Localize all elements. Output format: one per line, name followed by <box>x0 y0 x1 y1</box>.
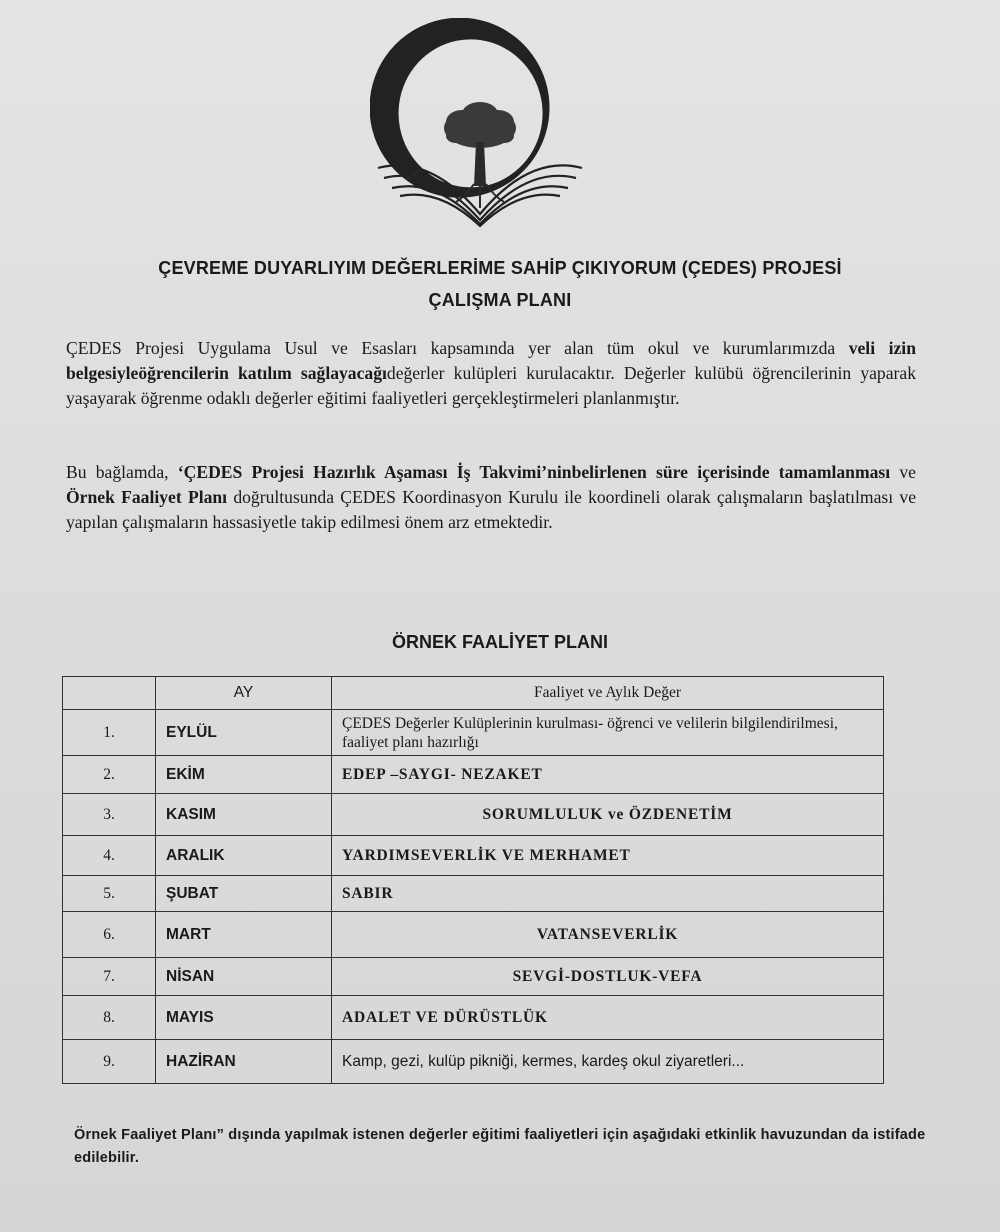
row-month: MART <box>156 912 332 958</box>
table-header-row <box>63 677 884 710</box>
row-no: 2. <box>63 756 156 794</box>
context-text-1: Bu bağlamda, <box>66 462 178 482</box>
row-no: 9. <box>63 1040 156 1084</box>
activity-plan-table <box>62 676 884 1084</box>
row-no: 4. <box>63 836 156 876</box>
footer-note: Örnek Faaliyet Planı” dışında yapılmak istenen değerler eğitimi faaliyetleri için aşağıdaki etkinlik havuzundan da istifade edilebilir. <box>74 1127 926 1166</box>
row-month: MAYIS <box>156 996 332 1040</box>
row-month: HAZİRAN <box>156 1040 332 1084</box>
row-month: EYLÜL <box>156 710 332 756</box>
context-text-2: ve <box>890 462 916 482</box>
context-bold-2: Örnek Faaliyet Planı <box>66 486 228 507</box>
intro-paragraph <box>66 336 916 410</box>
header-no <box>63 677 156 710</box>
table-row <box>63 912 884 958</box>
row-activity: YARDIMSEVERLİK VE MERHAMET <box>332 836 884 876</box>
table-row <box>63 958 884 996</box>
intro-text-2: değerler kulüpleri kurulacaktır. Değerler kulübü öğrencilerinin yaparak yaşayarak öğrenme odaklı değerler eğitimi faaliyetleri gerçekleştirmeleri planlanmıştır. <box>66 362 916 408</box>
row-activity: SEVGİ-DOSTLUK-VEFA <box>332 958 884 996</box>
context-paragraph <box>66 460 916 534</box>
table-row <box>63 836 884 876</box>
row-activity: ADALET VE DÜRÜSTLÜK <box>332 996 884 1040</box>
intro-text-1: ÇEDES Projesi Uygulama Usul ve Esasları kapsamında yer alan tüm okul ve kurumlarımızda <box>66 338 849 358</box>
intro-bold-1: veli izin belgesiyleöğrencilerin katılım sağlayacağı <box>66 338 916 383</box>
row-activity: SABIR <box>332 876 884 912</box>
table-row <box>63 876 884 912</box>
table-row <box>63 710 884 756</box>
row-activity: ÇEDES Değerler Kulüplerinin kurulması- öğrenci ve velilerin bilgilendirilmesi, faaliyet planı hazırlığı <box>332 710 884 756</box>
row-month: KASIM <box>156 794 332 836</box>
row-no: 5. <box>63 876 156 912</box>
table-row <box>63 794 884 836</box>
row-no: 8. <box>63 996 156 1040</box>
table-row <box>63 1040 884 1084</box>
row-month: ARALIK <box>156 836 332 876</box>
row-no: 7. <box>63 958 156 996</box>
context-bold-1: ‘ÇEDES Projesi Hazırlık Aşaması İş Takvimi’ninbelirlenen süre içerisinde tamamlanması <box>177 462 891 482</box>
header-month: AY <box>156 677 332 710</box>
header-activity: Faaliyet ve Aylık Değer <box>332 677 884 710</box>
row-activity: SORUMLULUK ve ÖZDENETİM <box>332 794 884 836</box>
row-no: 1. <box>63 710 156 756</box>
plan-title: ÖRNEK FAALİYET PLANI <box>391 632 608 652</box>
table-row <box>63 996 884 1040</box>
cedes-logo <box>370 18 590 228</box>
document-subtitle: ÇALIŞMA PLANI <box>428 290 572 310</box>
row-activity: EDEP –SAYGI- NEZAKET <box>332 756 884 794</box>
row-month: NİSAN <box>156 958 332 996</box>
row-month: EKİM <box>156 756 332 794</box>
context-text-3: doğrultusunda ÇEDES Koordinasyon Kurulu ile koordineli olarak çalışmaların başlatılması ve yapılan çalışmaların hassasiyetle takip edilmesi önem arz etmektedir. <box>66 486 917 532</box>
document-title: ÇEVREME DUYARLIYIM DEĞERLERİME SAHİP ÇIKIYORUM (ÇEDES) PROJESİ <box>158 258 842 278</box>
crescent-tree-book-icon <box>370 18 590 228</box>
row-month: ŞUBAT <box>156 876 332 912</box>
row-activity: Kamp, gezi, kulüp pikniği, kermes, kardeş okul ziyaretleri... <box>332 1040 884 1084</box>
table-row <box>63 756 884 794</box>
row-no: 3. <box>63 794 156 836</box>
row-no: 6. <box>63 912 156 958</box>
row-activity: VATANSEVERLİK <box>332 912 884 958</box>
